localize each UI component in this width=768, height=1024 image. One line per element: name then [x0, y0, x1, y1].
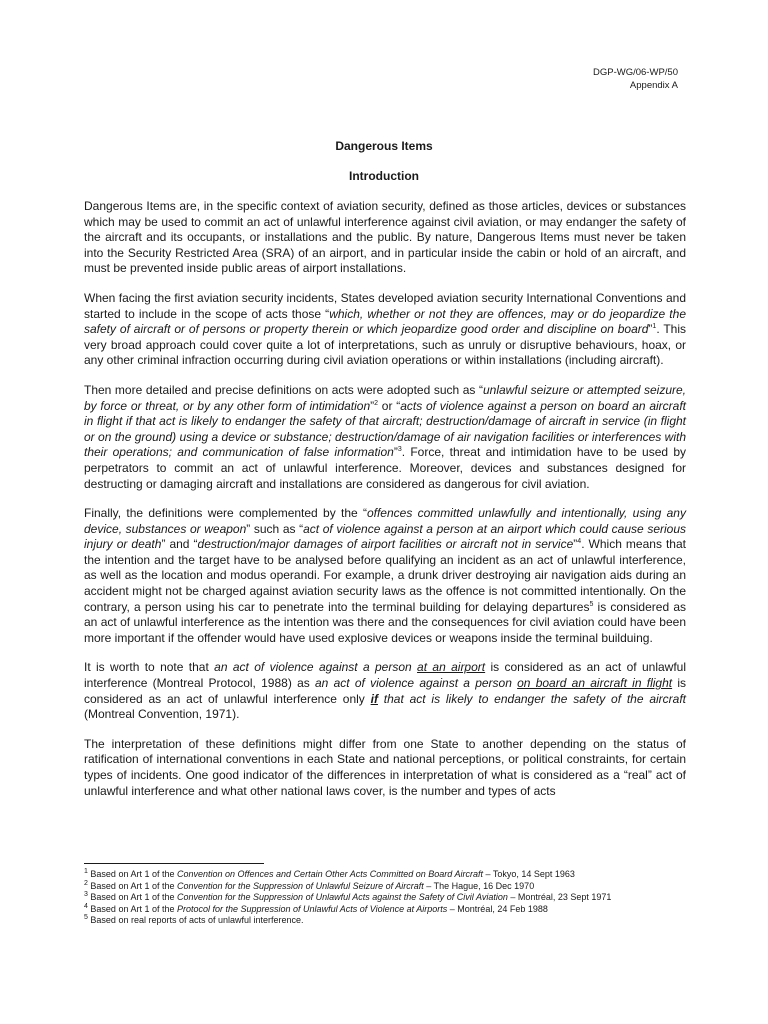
section-heading: Introduction: [349, 169, 419, 183]
footnote-ref-4: 4: [577, 538, 582, 546]
document-body: [84, 199, 686, 813]
document-title: Dangerous Items: [335, 139, 433, 153]
footnote-ref-1: 1: [652, 323, 657, 331]
paragraph-5: It is worth to note that an act of violence against a person at an airport is considered as an act of unlawful interference (Montreal Protocol, 1988) as an act of violence against a person on board an aircraft in flight is considered as an act of unlawful interference only if that act is likely to endanger the safety of the aircraft (Montreal Convention, 1971).: [84, 660, 687, 722]
paragraph-4: Finally, the definitions were complemented by the “offences committed unlawfully and intentionally, using any device, substances or weapon” such as “act of violence against a person at an airport which could cause serious injury or death” and “destruction/major damages of airport facilities or aircraft not in service”$^4$. Which means that the intention and the target have to be analysed before qualifying an incident as an act of unlawful interference, as well as the location and modus operandi. For example, a drunk driver destroying air navigation aids during an accident might not be charged against aviation security laws as the offence is not committed intentionally. On the contrary, a person using his car to penetrate into the terminal building for delaying departures$^5$ is considered as an act of unlawful interference as the intention was there and the consequences for civil aviation could have been more important if the offender would have used explosive devices or weapons inside the terminal builduing.: [84, 506, 687, 645]
footnote-4: $^4$ Based on Art 1 of the Protocol for the Suppression of Unlawful Acts of Violence at Airports – Montréal, 24 Feb 1988: [84, 902, 548, 914]
footnote-5: $^5$ Based on real reports of acts of unlawful interference.: [84, 914, 304, 926]
paragraph-6: The interpretation of these definitions might differ from one State to another depending on the status of ratification of international conventions in each State and national perceptions, or political constraints, for certain types of incidents. One good indicator of the differences in interpretation of what is considered as a “real” act of unlawful interference and what other national laws cover, is the number and types of acts: [84, 736, 686, 798]
document-header: [593, 66, 678, 92]
document-reference: DGP-WG/06-WP/50: [593, 67, 678, 78]
paragraph-3: Then more detailed and precise definitions on acts were adopted such as “unlawful seizure or attempted seizure, by force or threat, or by any other form of intimidation”$^2$ or “acts of violence against a person on board an aircraft in flight if that act is likely to endanger the safety of that aircraft; destruction/damage of aircraft in service (in flight or on the ground) using a device or substance; destruction/damage of air navigation facilities or interferences with their operations; and communication of false information”$^3$. Force, threat and intimidation have to be used by perpetrators to commit an act of unlawful interference. Moreover, devices and substances designed for destructing or damaging aircraft and installations are considered as dangerous for civil aviation.: [84, 382, 686, 491]
paragraph-1: Dangerous Items are, in the specific context of aviation security, defined as those articles, devices or substances which may be used to commit an act of unlawful interference against civil aviation, or may endanger the safety of the aircraft and its occupants, or installations and the public. By nature, Dangerous Items must never be taken into the Security Restricted Area (SRA) of an airport, and in particular inside the cabin or hold of an aircraft, and must be prevented inside public areas of airport installations.: [84, 199, 686, 276]
appendix-label: Appendix A: [629, 80, 678, 91]
footnote-ref-2: 2: [374, 399, 379, 407]
footnote-2: $^2$ Based on Art 1 of the Convention for the Suppression of Unlawful Seizure of Aircraft – The Hague, 16 Dec 1970: [84, 879, 535, 891]
footnotes: [84, 869, 704, 927]
paragraph-2: When facing the first aviation security incidents, States developed aviation security International Conventions and started to include in the scope of acts those “which, whether or not they are offences, may or do jeopardize the safety of aircraft or of persons or property therein or which jeopardize good order and discipline on board”$^1$. This very broad approach could cover quite a lot of interpretations, such as unruly or disruptive behaviours, hoax, or any other criminal infraction occurring during civil aviation operations or within installations (including aircraft).: [84, 290, 686, 368]
footnote-1: $^1$ Based on Art 1 of the Convention on Offences and Certain Other Acts Committed on Board Aircraft – Tokyo, 14 Sept 1963: [84, 868, 575, 879]
footnote-3: $^3$ Based on Art 1 of the Convention for the Suppression of Unlawful Acts against the Safety of Civil Aviation – Montréal, 23 Sept 1971: [84, 891, 612, 903]
footnote-ref-3: 3: [397, 446, 402, 454]
footnote-divider: [84, 863, 264, 864]
footnote-ref-5: 5: [589, 600, 594, 608]
